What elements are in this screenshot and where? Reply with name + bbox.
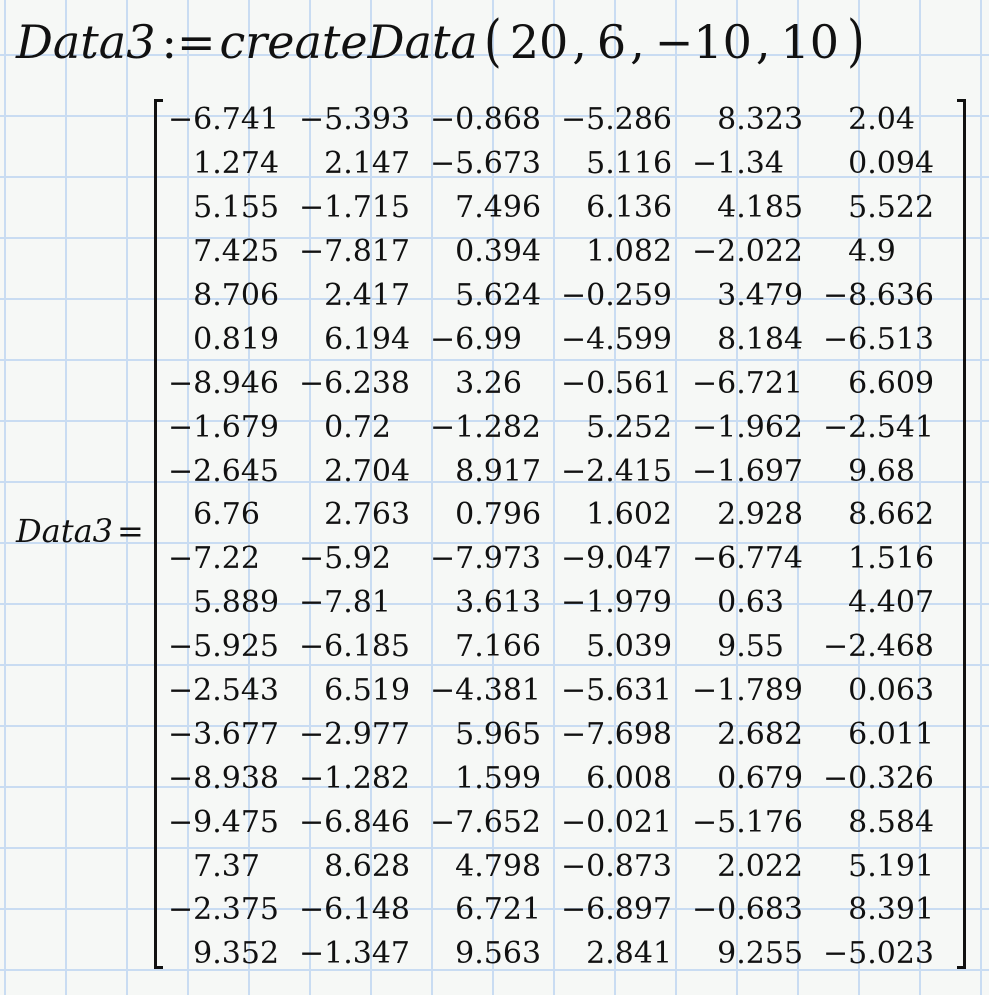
matrix-cell-value: 1.602 [586,497,673,533]
matrix-cell-value: 4.9 [848,234,896,270]
matrix-cell-value: −7.652 [430,804,542,840]
matrix-cell[interactable] [299,625,430,669]
matrix-cell[interactable] [823,98,954,142]
matrix-cell-value: 5.522 [848,190,935,226]
matrix-cell[interactable] [430,712,561,756]
matrix-row [168,493,954,537]
matrix-cell-value: 5.116 [586,146,673,182]
argument-max[interactable]: 10 [780,15,840,69]
matrix-cell-value: 1.599 [455,760,542,796]
matrix-cell-value: −0.868 [430,102,542,138]
matrix-cell[interactable] [561,888,692,932]
argument-min[interactable]: −10 [654,15,752,69]
matrix-body [168,98,954,976]
matrix-cell-value: −0.683 [692,892,804,928]
matrix-cell[interactable] [430,888,561,932]
matrix-cell[interactable] [168,142,299,186]
matrix-cell[interactable] [692,581,823,625]
matrix-cell[interactable] [430,98,561,142]
matrix-cell-value: −1.979 [561,585,673,621]
matrix-cell-value: −7.817 [299,234,411,270]
matrix-cell[interactable] [692,712,823,756]
matrix-cell[interactable] [692,493,823,537]
result-variable[interactable]: Data3 [16,512,114,550]
matrix-cell[interactable] [823,581,954,625]
matrix-cell-value: 6.008 [586,760,673,796]
matrix-cell[interactable] [430,581,561,625]
matrix-cell[interactable] [168,932,299,976]
matrix-cell[interactable] [168,98,299,142]
matrix-cell-value: 2.417 [324,278,411,313]
matrix-row [168,712,954,756]
matrix-cell[interactable] [299,230,430,274]
matrix-cell-value: 8.391 [848,892,935,928]
matrix-cell-value: 8.628 [324,848,411,884]
matrix-cell-value: 8.584 [848,804,935,840]
matrix-cell-value: −7.81 [299,585,391,621]
matrix-cell-value: −1.962 [692,409,804,445]
open-paren: ( [484,9,502,74]
matrix-cell-value: 0.63 [717,585,784,621]
matrix-cell[interactable] [299,800,430,844]
matrix-row [168,844,954,888]
matrix-cell-value: −1.34 [692,146,784,182]
matrix-cell[interactable] [168,274,299,318]
matrix-cell[interactable] [823,361,954,405]
matrix-cell[interactable] [430,800,561,844]
matrix-cell[interactable] [823,405,954,449]
matrix-cell[interactable] [168,669,299,713]
matrix-cell[interactable] [430,756,561,800]
matrix-cell[interactable] [168,493,299,537]
matrix-cell-value: 9.55 [717,629,784,665]
matrix-cell[interactable] [692,756,823,800]
matrix-cell-value: 0.063 [848,673,935,709]
matrix-cell-value: −2.468 [823,629,935,665]
matrix-cell[interactable] [561,712,692,756]
matrix-cell-value: 3.26 [455,365,522,401]
matrix-cell[interactable] [692,98,823,142]
matrix-cell[interactable] [168,888,299,932]
matrix-cell-value: −1.715 [299,190,411,226]
matrix-row [168,625,954,669]
matrix-cell-value: −6.897 [561,892,673,928]
matrix-row [168,581,954,625]
matrix-cell-value: 5.889 [193,585,280,621]
matrix-cell[interactable] [168,800,299,844]
matrix-cell-value: 8.323 [717,102,804,138]
matrix-cell-value: 5.252 [586,409,673,445]
matrix-cell-value: 4.798 [455,848,542,884]
matrix-cell[interactable] [561,932,692,976]
matrix-cell[interactable] [561,449,692,493]
matrix-cell-value: −7.698 [561,716,673,752]
matrix-cell-value: −9.047 [561,541,673,577]
matrix-cell-value: 5.965 [455,716,542,752]
matrix-cell-value: −6.846 [299,804,411,840]
matrix-cell-value: −5.673 [430,146,542,182]
matrix-cell-value: 2.147 [324,146,411,182]
matrix-cell[interactable] [561,625,692,669]
matrix-cell-value: 6.76 [193,497,260,533]
matrix-cell-value: −8.636 [823,278,935,313]
matrix-cell[interactable] [692,932,823,976]
matrix-cell-value: 2.682 [717,716,804,752]
matrix-cell-value: −2.543 [168,673,280,709]
matrix-cell-value: −6.513 [823,321,935,357]
matrix-cell[interactable] [299,317,430,361]
matrix-cell-value: −0.873 [561,848,673,884]
matrix-cell-value: 2.022 [717,848,804,884]
matrix-row [168,888,954,932]
matrix-cell-value: −1.789 [692,673,804,709]
matrix-row [168,405,954,449]
comma-separator: , [630,15,645,69]
close-paren: ) [847,9,865,74]
matrix-cell-value: 9.68 [848,453,915,489]
matrix-cell-value: −5.286 [561,102,673,138]
matrix-cell-value: 5.624 [455,278,542,313]
matrix-cell[interactable] [823,800,954,844]
matrix-cell-value: 5.039 [586,629,673,665]
matrix-cell-value: 0.394 [455,234,542,270]
matrix-cell-value: 2.841 [586,936,673,972]
matrix-cell-value: −1.282 [299,760,411,796]
matrix-cell-value: 6.194 [324,321,411,357]
matrix-cell-value: 8.184 [717,321,804,357]
matrix-cell-value: 5.191 [848,848,935,884]
matrix-cell[interactable] [692,537,823,581]
matrix-cell[interactable] [561,800,692,844]
matrix-cell-value: 7.496 [455,190,542,226]
matrix-cell-value: −2.541 [823,409,935,445]
matrix-cell[interactable] [299,756,430,800]
matrix-cell-value: 1.274 [193,146,280,182]
matrix-cell-value: 8.706 [193,278,280,313]
matrix-cell[interactable] [299,581,430,625]
matrix-cell[interactable] [430,669,561,713]
definition-expression[interactable] [16,10,871,74]
matrix-cell-value: −2.022 [692,234,804,270]
matrix-cell[interactable] [823,230,954,274]
matrix-cell-value: −8.946 [168,365,280,401]
matrix-cell-value: 2.928 [717,497,804,533]
matrix-cell-value: −2.415 [561,453,673,489]
matrix-cell-value: −5.92 [299,541,391,577]
matrix-cell[interactable] [823,274,954,318]
matrix-cell-value: 8.917 [455,453,542,489]
matrix-cell[interactable] [561,230,692,274]
matrix-cell-value: −8.938 [168,760,280,796]
matrix-cell-value: 4.407 [848,585,935,621]
matrix-cell-value: 6.609 [848,365,935,401]
matrix-cell[interactable] [168,844,299,888]
matrix-cell[interactable] [823,493,954,537]
matrix-cell[interactable] [823,186,954,230]
assign-operator: := [161,15,216,69]
matrix-cell[interactable] [692,625,823,669]
matrix-cell-value: −2.977 [299,716,411,752]
matrix-row [168,449,954,493]
matrix-cell[interactable] [299,844,430,888]
matrix-cell[interactable] [823,756,954,800]
matrix-cell[interactable] [561,98,692,142]
matrix-cell[interactable] [561,493,692,537]
matrix-cell-value: −6.185 [299,629,411,665]
matrix-cell-value: −5.393 [299,102,411,138]
matrix-cell-value: −1.347 [299,936,411,972]
matrix-cell[interactable] [299,669,430,713]
comma-separator: , [755,15,771,69]
matrix-cell-value: −4.599 [561,321,673,357]
matrix-cell[interactable] [561,317,692,361]
matrix-cell-value: −7.973 [430,541,542,577]
matrix-cell-value: −7.22 [168,541,260,577]
matrix-cell-value: −5.631 [561,673,673,709]
matrix-cell[interactable] [561,581,692,625]
matrix-cell[interactable] [692,405,823,449]
matrix-cell[interactable] [299,537,430,581]
matrix-cell-value: −0.326 [823,760,935,796]
matrix-cell[interactable] [561,756,692,800]
matrix-row [168,142,954,186]
matrix-cell-value: −3.677 [168,716,280,752]
matrix-cell-value: −6.741 [168,102,280,138]
matrix-right-bracket [957,99,966,969]
matrix-cell[interactable] [168,186,299,230]
matrix-cell[interactable] [823,888,954,932]
matrix-row [168,361,954,405]
matrix-cell[interactable] [299,449,430,493]
matrix-cell[interactable] [168,361,299,405]
matrix-cell[interactable] [299,142,430,186]
function-name[interactable]: createData [219,15,478,69]
matrix-cell-value: −6.238 [299,365,411,401]
matrix-cell-value: 9.255 [717,936,804,972]
equals-operator: = [117,512,144,550]
matrix-cell[interactable] [299,274,430,318]
matrix-cell-value: −1.282 [430,409,542,445]
matrix-cell-value: 2.704 [324,453,411,489]
matrix-cell-value: −2.375 [168,892,280,928]
matrix-cell[interactable] [168,449,299,493]
matrix-cell-value: 3.613 [455,585,542,621]
matrix-cell-value: −5.176 [692,804,804,840]
matrix-cell[interactable] [692,888,823,932]
matrix-cell[interactable] [561,361,692,405]
matrix-cell[interactable] [561,669,692,713]
matrix-cell[interactable] [430,142,561,186]
comma-separator: , [572,15,587,69]
matrix-cell-value: 3.479 [717,278,804,313]
result-matrix[interactable] [168,98,954,976]
matrix-cell[interactable] [692,142,823,186]
matrix-cell[interactable] [430,274,561,318]
matrix-left-bracket [154,99,163,969]
matrix-cell-value: 6.011 [848,716,935,752]
matrix-cell[interactable] [430,317,561,361]
matrix-row [168,932,954,976]
matrix-cell[interactable] [561,186,692,230]
matrix-cell-value: 9.563 [455,936,542,972]
matrix-cell-value: 7.425 [193,234,280,270]
matrix-cell[interactable] [823,712,954,756]
matrix-cell[interactable] [168,712,299,756]
matrix-cell-value: −9.475 [168,804,280,840]
matrix-row [168,186,954,230]
matrix-cell[interactable] [823,932,954,976]
matrix-cell[interactable] [299,405,430,449]
matrix-cell[interactable] [168,537,299,581]
matrix-cell-value: 0.796 [455,497,542,533]
matrix-cell-value: 1.516 [848,541,935,577]
matrix-cell-value: −6.774 [692,541,804,577]
matrix-cell[interactable] [299,932,430,976]
argument-columns[interactable]: 6 [596,15,627,69]
definition-variable[interactable]: Data3 [16,15,156,69]
matrix-cell-value: −6.148 [299,892,411,928]
matrix-cell-value: −1.679 [168,409,280,445]
matrix-cell[interactable] [299,361,430,405]
matrix-cell-value: 4.185 [717,190,804,226]
matrix-row [168,537,954,581]
matrix-row [168,274,954,318]
matrix-cell[interactable] [430,493,561,537]
matrix-cell-value: 0.094 [848,146,935,182]
matrix-cell[interactable] [430,625,561,669]
matrix-cell-value: −5.925 [168,629,280,665]
matrix-cell[interactable] [692,449,823,493]
matrix-cell-value: 0.72 [324,409,391,445]
matrix-cell[interactable] [823,625,954,669]
matrix-cell[interactable] [430,361,561,405]
matrix-cell-value: −0.021 [561,804,673,840]
matrix-cell[interactable] [692,844,823,888]
matrix-cell-value: −1.697 [692,453,804,489]
matrix-cell-value: −0.259 [561,278,673,313]
matrix-cell-value: −6.99 [430,321,522,357]
matrix-cell-value: 2.763 [324,497,411,533]
matrix-cell[interactable] [692,230,823,274]
matrix-cell-value: 9.352 [193,936,280,972]
matrix-cell-value: 6.519 [324,673,411,709]
matrix-cell[interactable] [430,186,561,230]
matrix-cell-value: 1.082 [586,234,673,270]
matrix-cell-value: −6.721 [692,365,804,401]
matrix-row [168,230,954,274]
matrix-cell[interactable] [823,844,954,888]
matrix-cell[interactable] [692,186,823,230]
matrix-cell-value: −2.645 [168,453,280,489]
matrix-cell[interactable] [299,888,430,932]
matrix-cell[interactable] [168,756,299,800]
matrix-cell-value: 2.04 [848,102,915,138]
matrix-cell-value: −0.561 [561,365,673,401]
matrix-cell[interactable] [430,537,561,581]
matrix-row [168,756,954,800]
matrix-cell[interactable] [430,405,561,449]
matrix-cell[interactable] [561,405,692,449]
matrix-cell[interactable] [430,230,561,274]
matrix-row [168,98,954,142]
matrix-cell[interactable] [692,317,823,361]
matrix-cell-value: 0.679 [717,760,804,796]
matrix-cell[interactable] [430,844,561,888]
matrix-cell[interactable] [299,186,430,230]
matrix-cell[interactable] [823,669,954,713]
matrix-cell[interactable] [561,274,692,318]
matrix-cell[interactable] [168,405,299,449]
matrix-cell[interactable] [299,98,430,142]
matrix-cell[interactable] [561,844,692,888]
argument-rows[interactable]: 20 [509,15,569,69]
matrix-cell[interactable] [430,449,561,493]
matrix-cell[interactable] [692,800,823,844]
matrix-cell[interactable] [692,274,823,318]
matrix-cell[interactable] [692,361,823,405]
matrix-cell-value: −5.023 [823,936,935,972]
matrix-cell[interactable] [823,537,954,581]
matrix-cell-value: 7.166 [455,629,542,665]
matrix-cell[interactable] [823,449,954,493]
matrix-cell[interactable] [823,142,954,186]
result-expression[interactable] [16,512,144,550]
matrix-cell-value: 6.136 [586,190,673,226]
matrix-cell-value: 6.721 [455,892,542,928]
matrix-cell[interactable] [823,317,954,361]
matrix-cell[interactable] [561,537,692,581]
matrix-cell[interactable] [299,712,430,756]
matrix-cell[interactable] [561,142,692,186]
matrix-cell-value: 5.155 [193,190,280,226]
function-arguments [508,15,841,69]
matrix-cell-value: 0.819 [193,321,280,357]
matrix-row [168,669,954,713]
matrix-cell[interactable] [168,625,299,669]
matrix-cell[interactable] [168,230,299,274]
matrix-cell[interactable] [692,669,823,713]
matrix-row [168,317,954,361]
matrix-cell[interactable] [299,493,430,537]
matrix-cell[interactable] [430,932,561,976]
matrix-cell[interactable] [168,317,299,361]
matrix-cell[interactable] [168,581,299,625]
matrix-row [168,800,954,844]
matrix-cell-value: 8.662 [848,497,935,533]
matrix-cell-value: −4.381 [430,673,542,709]
matrix-cell-value: 7.37 [193,848,260,884]
